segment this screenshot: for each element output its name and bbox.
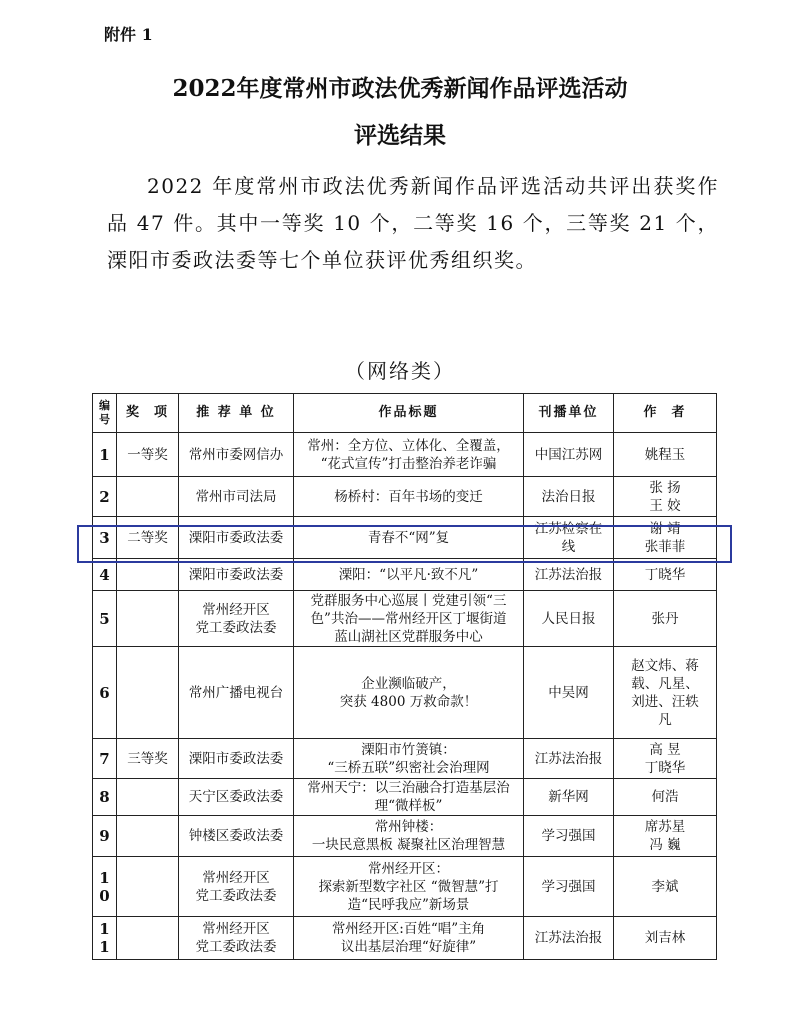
cell-num: 7 (93, 739, 117, 779)
cell-unit: 天宁区委政法委 (179, 779, 294, 816)
table-row (93, 433, 717, 477)
table-header-row (93, 394, 717, 433)
cell-unit: 钟楼区委政法委 (179, 816, 294, 857)
table-row (93, 517, 717, 559)
cell-work: 青春不“网”复 (294, 517, 524, 559)
cell-num: 1 0 (93, 857, 117, 917)
cell-author: 席苏星 冯 巍 (614, 816, 717, 857)
cell-num: 2 (93, 477, 117, 517)
cell-media: 江苏法治报 (524, 739, 614, 779)
table-row (93, 591, 717, 647)
cell-award (117, 816, 179, 857)
cell-num: 6 (93, 647, 117, 739)
cell-author: 丁晓华 (614, 559, 717, 591)
header-award: 奖 项 (117, 394, 179, 433)
header-media: 刊播单位 (524, 394, 614, 433)
cell-media: 学习强国 (524, 816, 614, 857)
cell-unit: 常州市司法局 (179, 477, 294, 517)
cell-media: 江苏法治报 (524, 559, 614, 591)
cell-author: 姚程玉 (614, 433, 717, 477)
cell-award (117, 779, 179, 816)
cell-num: 9 (93, 816, 117, 857)
cell-num: 5 (93, 591, 117, 647)
cell-media: 新华网 (524, 779, 614, 816)
table-row (93, 917, 717, 960)
cell-unit: 溧阳市委政法委 (179, 517, 294, 559)
header-unit: 推 荐 单 位 (179, 394, 294, 433)
cell-work: 常州：全方位、立体化、全覆盖， “花式宣传”打击整治养老诈骗 (294, 433, 524, 477)
cell-media: 中吴网 (524, 647, 614, 739)
document-title: 2022年度常州市政法优秀新闻作品评选活动 (172, 75, 628, 102)
cell-author: 刘吉林 (614, 917, 717, 960)
cell-media: 学习强国 (524, 857, 614, 917)
table-row (93, 816, 717, 857)
cell-award (117, 477, 179, 517)
cell-unit: 常州广播电视台 (179, 647, 294, 739)
header-num: 编 号 (93, 394, 117, 433)
cell-work: 杨桥村：百年书场的变迁 (294, 477, 524, 517)
cell-award: 一等奖 (117, 433, 179, 477)
results-table (92, 393, 717, 960)
cell-award: 二等奖 (117, 517, 179, 559)
document-subtitle: 评选结果 (354, 122, 446, 149)
table-row (93, 779, 717, 816)
cell-author: 张丹 (614, 591, 717, 647)
header-work: 作品标题 (294, 394, 524, 433)
cell-award (117, 647, 179, 739)
table-row (93, 739, 717, 779)
table-row (93, 647, 717, 739)
cell-num: 8 (93, 779, 117, 816)
cell-award (117, 857, 179, 917)
cell-author: 高 昱 丁晓华 (614, 739, 717, 779)
cell-media: 中国江苏网 (524, 433, 614, 477)
cell-work: 常州天宁：以三治融合打造基层治 理“微样板” (294, 779, 524, 816)
cell-work: 溧阳市竹箦镇： “三桥五联”织密社会治理网 (294, 739, 524, 779)
header-author: 作 者 (614, 394, 717, 433)
table-row (93, 857, 717, 917)
cell-unit: 常州经开区 党工委政法委 (179, 591, 294, 647)
table-row (93, 477, 717, 517)
cell-unit: 常州经开区 党工委政法委 (179, 857, 294, 917)
cell-work: 溧阳：“以平凡·致不凡” (294, 559, 524, 591)
cell-unit: 溧阳市委政法委 (179, 739, 294, 779)
cell-media: 法治日报 (524, 477, 614, 517)
cell-award (117, 917, 179, 960)
cell-num: 4 (93, 559, 117, 591)
cell-unit: 溧阳市委政法委 (179, 559, 294, 591)
cell-author: 何浩 (614, 779, 717, 816)
cell-author: 谢 靖 张菲菲 (614, 517, 717, 559)
table-row (93, 559, 717, 591)
cell-author: 李斌 (614, 857, 717, 917)
cell-media: 人民日报 (524, 591, 614, 647)
cell-award (117, 559, 179, 591)
cell-work: 常州钟楼： 一块民意黑板 凝聚社区治理智慧 (294, 816, 524, 857)
cell-work: 党群服务中心巡展丨党建引领“三 色”共治——常州经开区丁堰街道 蓝山湖社区党群服务中心 (294, 591, 524, 647)
cell-unit: 常州市委网信办 (179, 433, 294, 477)
cell-award: 三等奖 (117, 739, 179, 779)
cell-media: 江苏检察在 线 (524, 517, 614, 559)
cell-work: 企业濒临破产， 突获 4800 万救命款！ (294, 647, 524, 739)
cell-num: 1 (93, 433, 117, 477)
cell-work: 常州经开区:百姓“唱”主角 议出基层治理“好旋律” (294, 917, 524, 960)
cell-author: 张 扬 王 姣 (614, 477, 717, 517)
summary-paragraph: 2022 年度常州市政法优秀新闻作品评选活动共评出获奖作品 47 件。其中一等奖 10 个，二等奖 16 个，三等奖 21 个，溧阳市委政法委等七个单位获评优秀组织奖。 (107, 174, 719, 272)
cell-num: 3 (93, 517, 117, 559)
cell-work: 常州经开区： 探索新型数字社区 “微智慧”打 造“民呼我应”新场景 (294, 857, 524, 917)
section-heading: （网络类） (345, 359, 455, 383)
cell-num: 1 1 (93, 917, 117, 960)
cell-media: 江苏法治报 (524, 917, 614, 960)
cell-author: 赵文炜、蒋 载、凡星、 刘进、汪轶 凡 (614, 647, 717, 739)
cell-unit: 常州经开区 党工委政法委 (179, 917, 294, 960)
cell-award (117, 591, 179, 647)
attachment-label: 附件 1 (104, 25, 153, 44)
